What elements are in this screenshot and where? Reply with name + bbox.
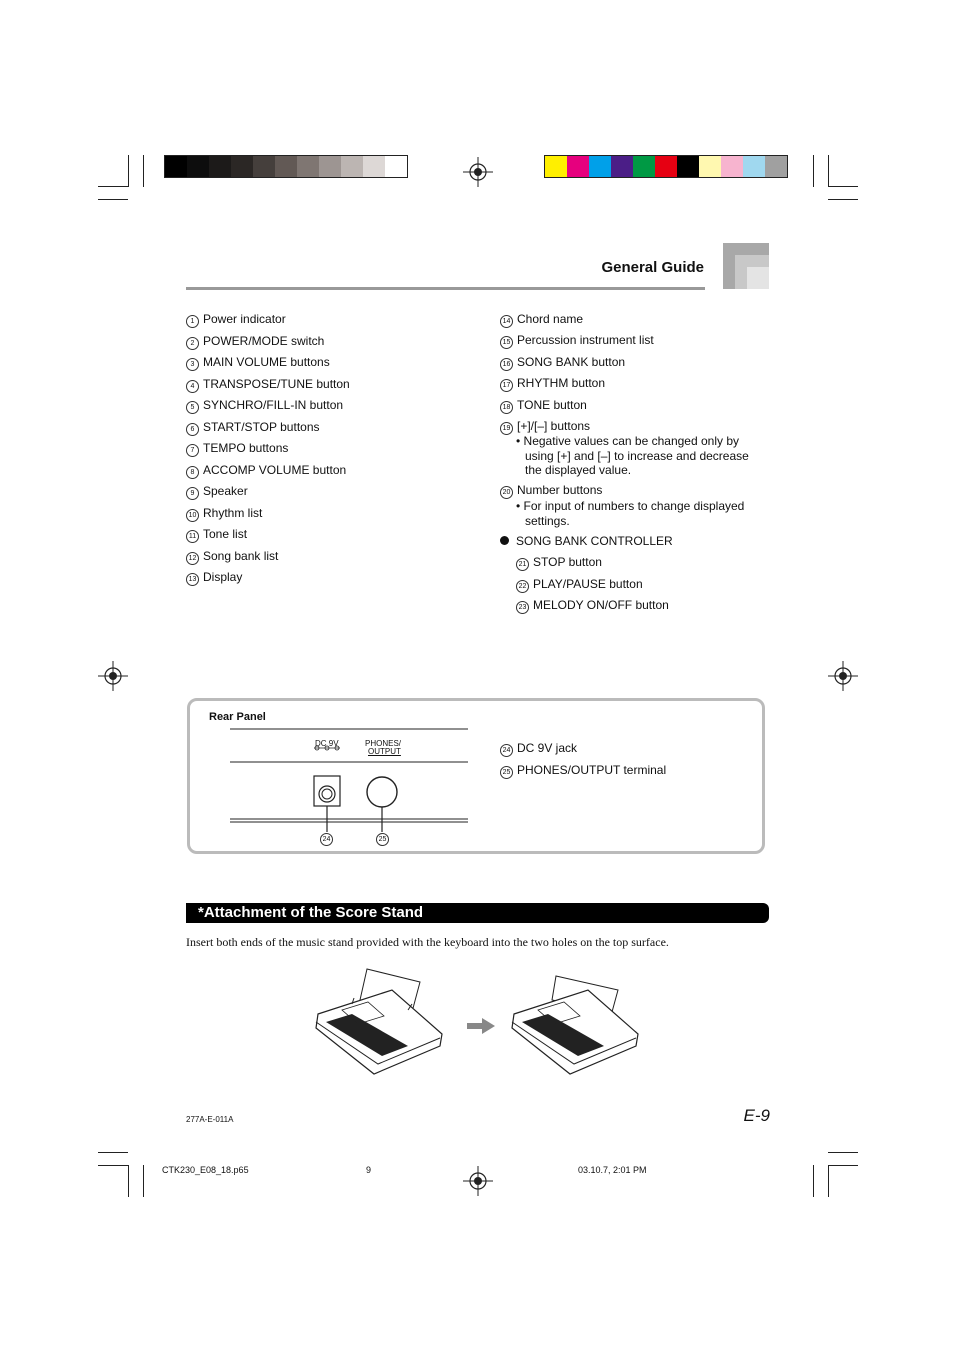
number-badge: 21 [516,558,529,571]
color-swatch [721,156,743,177]
item-label: PLAY/PAUSE button [533,576,643,591]
note-20 [516,499,744,528]
list-item [516,577,643,593]
number-badge: 5 [186,401,199,414]
item-label: POWER/MODE switch [203,333,325,348]
item-label: Song bank list [203,548,279,563]
list-item [500,398,587,414]
list-item [516,555,602,571]
color-swatch [633,156,655,177]
item-label: Chord name [517,312,584,326]
item-label: ACCOMP VOLUME button [203,462,347,477]
list-item [516,598,669,614]
item-label: TRANSPOSE/TUNE button [203,376,350,391]
list-item [500,376,605,392]
process-color-bar [544,155,788,178]
color-swatch [363,156,385,177]
number-badge: 19 [500,422,513,435]
list-item [500,763,666,779]
note-line: the displayed value. [525,463,632,477]
list-item [186,463,346,479]
number-badge: 3 [186,358,199,371]
keyboard-after-illustration [508,968,644,1078]
phones-label-2: OUTPUT [368,747,401,756]
number-badge: 4 [186,380,199,393]
list-item [186,377,350,393]
number-badge: 17 [500,379,513,392]
color-swatch [319,156,341,177]
color-swatch [655,156,677,177]
item-label: START/STOP buttons [203,419,320,434]
list-item [186,549,278,565]
number-badge: 15 [500,336,513,349]
rear-panel-diagram [228,726,470,850]
list-item [500,419,590,435]
list-item [186,506,262,522]
item-label: TONE button [517,397,587,412]
grayscale-color-bar [164,155,408,178]
item-label: DC 9V jack [517,741,578,755]
number-badge: 2 [186,337,199,350]
number-badge: 7 [186,444,199,457]
number-badge: 25 [500,766,513,779]
number-badge: 24 [500,744,513,757]
registration-mark-icon [463,1166,493,1196]
controller-heading [500,534,673,548]
section-body: Insert both ends of the music stand provided with the keyboard into the two holes on the top surface. [186,935,669,949]
item-label: MELODY ON/OFF button [533,598,669,612]
item-label: Number buttons [517,483,603,497]
keyboard-before-illustration [312,964,448,1078]
registration-mark-icon [828,661,858,691]
arrow-right-icon [466,1017,496,1035]
list-item [500,741,577,757]
list-item [186,334,324,350]
color-swatch [545,156,567,177]
footer-page: 9 [366,1165,372,1175]
color-swatch [165,156,187,177]
list-item [186,570,242,586]
list-item [186,312,286,328]
item-label: Display [203,570,243,584]
controller-label: SONG BANK CONTROLLER [516,534,673,548]
color-swatch [765,156,787,177]
number-badge: 6 [186,423,199,436]
callout-25: 25 [376,833,389,846]
item-label: STOP button [533,555,602,569]
number-badge: 8 [186,466,199,479]
number-badge: 1 [186,315,199,328]
page-number: E-9 [743,1106,770,1125]
color-swatch [743,156,765,177]
number-badge: 14 [500,315,513,328]
footer-date: 03.10.7, 2:01 PM [578,1165,647,1175]
color-swatch [611,156,633,177]
phones-label-1: PHONES/ [365,739,402,748]
callout-24: 24 [320,833,333,846]
color-swatch [699,156,721,177]
number-badge: 11 [186,530,199,543]
note-line: • For input of numbers to change displayed [516,499,745,513]
item-label: MAIN VOLUME buttons [203,355,330,369]
list-item [186,398,343,414]
note-19 [516,434,749,478]
number-badge: 22 [516,580,529,593]
list-item [500,483,602,499]
page-title: General Guide [601,259,704,276]
item-label: TEMPO buttons [203,441,289,455]
list-item [186,441,288,457]
number-badge: 12 [186,552,199,565]
item-label: Percussion instrument list [517,333,654,348]
item-label: [+]/[–] buttons [517,419,591,433]
bullet-icon [500,536,509,545]
color-swatch [187,156,209,177]
color-swatch [567,156,589,177]
item-label: Power indicator [203,312,286,326]
list-item [500,333,654,349]
dc-label: DC 9V [315,739,339,748]
list-item [186,420,320,436]
section-tab-light [747,267,769,289]
rear-panel-title: Rear Panel [209,711,266,723]
note-line: settings. [525,513,570,528]
registration-mark-icon [463,157,493,187]
item-label: SONG BANK button [517,354,626,369]
item-label: RHYTHM button [517,376,606,391]
list-item [500,312,583,328]
registration-mark-icon [98,661,128,691]
color-swatch [231,156,253,177]
color-swatch [589,156,611,177]
color-swatch [209,156,231,177]
item-label: Tone list [203,527,248,541]
number-badge: 10 [186,509,199,522]
number-badge: 23 [516,601,529,614]
color-swatch [385,156,407,177]
color-swatch [677,156,699,177]
number-badge: 16 [500,358,513,371]
number-badge: 18 [500,401,513,414]
item-label: PHONES/OUTPUT terminal [517,763,667,777]
header-rule [186,287,705,290]
list-item [500,355,625,371]
section-title: *Attachment of the Score Stand [198,904,424,921]
list-item [186,527,247,543]
item-label: Speaker [203,484,248,498]
color-swatch [297,156,319,177]
color-swatch [253,156,275,177]
item-label: SYNCHRO/FILL-IN button [203,398,344,412]
number-badge: 13 [186,573,199,586]
color-swatch [341,156,363,177]
footer-file: CTK230_E08_18.p65 [162,1165,249,1175]
color-swatch [275,156,297,177]
number-badge: 20 [500,486,513,499]
list-item [186,484,248,500]
number-badge: 9 [186,487,199,500]
note-line: using [+] and [–] to increase and decrease [525,448,749,463]
list-item [186,355,330,371]
doc-code: 277A-E-011A [186,1115,234,1124]
note-line: • Negative values can be changed only by [516,434,740,448]
item-label: Rhythm list [203,505,263,520]
